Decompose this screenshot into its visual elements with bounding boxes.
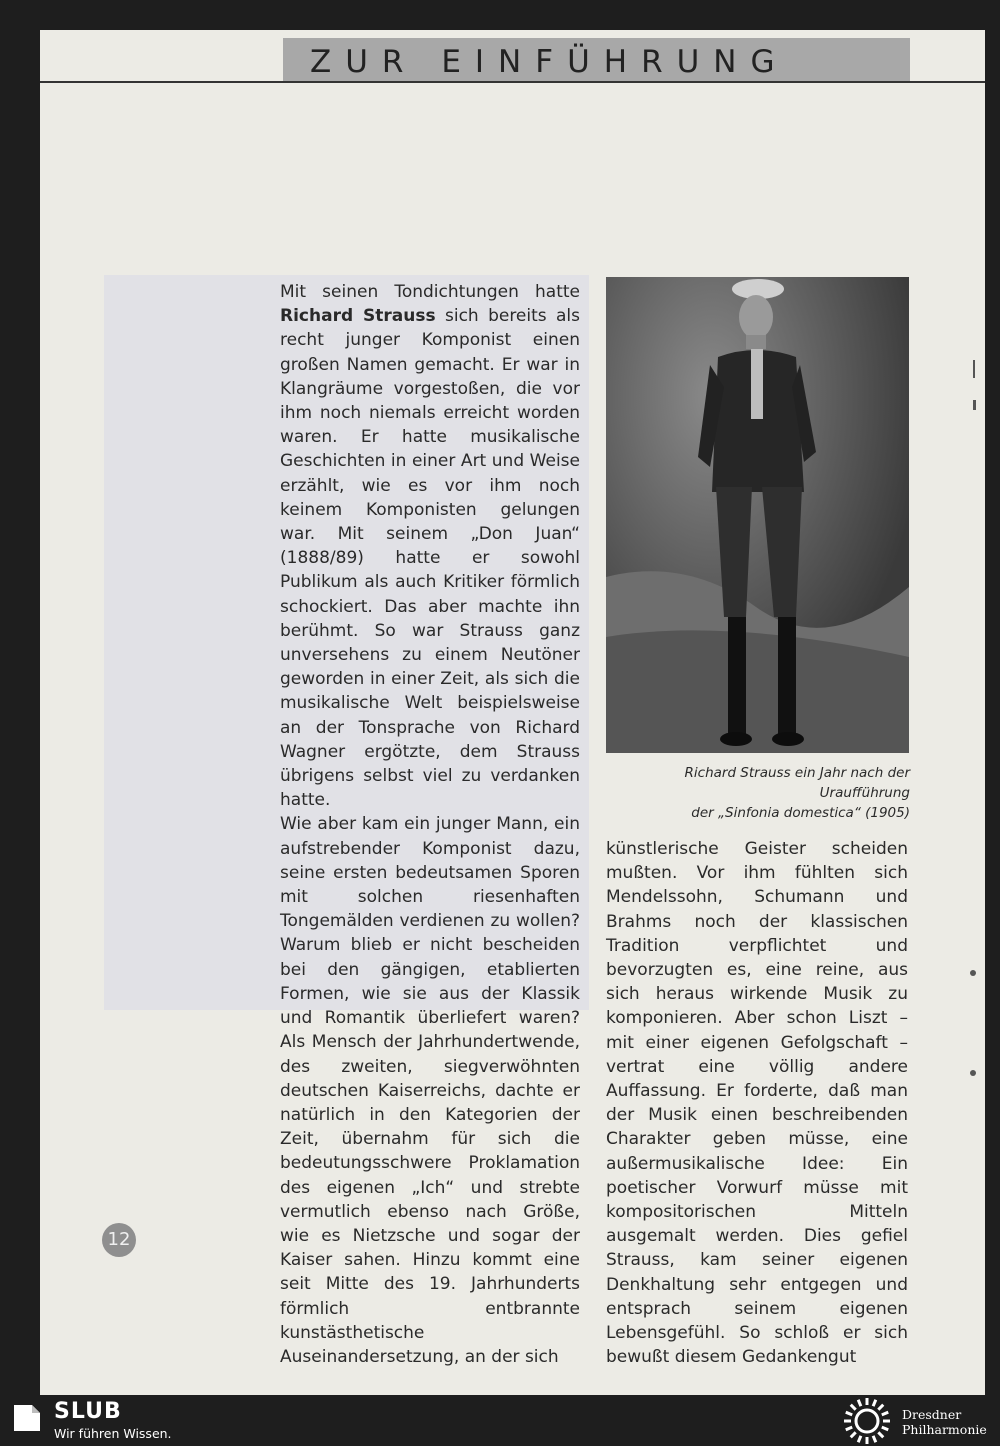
dresdner-philharmonie-name <box>902 1407 987 1437</box>
dp-name-line-1: Dresdner <box>902 1407 962 1422</box>
edge-mark <box>970 1070 976 1076</box>
dresdner-philharmonie-logo-icon <box>842 1397 892 1445</box>
section-title: ZUR EINFÜHRUNG <box>310 44 789 80</box>
article-paragraph-3: künstlerische Geister scheiden mußten. Vor ihm fühlten sich Mendelssohn, Schumann und Brahms noch der klassischen Tradition verpflichtet und bevorzugten es, eine reine, aus sich heraus wirkende Musik zu komponieren. Aber schon Liszt – mit einer eigenen Gefolgschaft – vertrat eine völlig andere Auffassung. Er forderte, daß man der Musik einen beschreibenden Charakter geben müsse, eine außermusikalische Idee: Ein poetischer Vorwurf müsse mit kompositorischen Mitteln ausgemalt werden. Dies gefiel Strauss, kam seiner eigenen Denkhaltung sehr entgegen und entsprach seinem eigenen Lebensgefühl. So schloß er sich bewußt diesem Gedankengut <box>606 839 908 1368</box>
photo-caption <box>600 763 910 823</box>
paragraph-rest: sich bereits als recht junger Komponist einen großen Namen gemacht. Er war in Klangräume vorgestoßen, die vor ihm noch niemals erreicht worden waren. Er hatte musikalische Geschichten in einer Art und Weise erzählt, wie es vor ihm noch keinem Komponisten gelungen war. Mit seinem „Don Juan“ (1888/89) hatte er sowohl Publikum als auch Kritiker förmlich schockiert. Das aber machte ihn berühmt. So war Strauss ganz unversehens zu einem Neutöner geworden in einer Zeit, als sich die musikalische Welt beispielsweise an der Tonsprache von Richard Wagner ergötzte, dem Strauss übrigens selbst viel zu verdanken hatte. <box>280 306 581 811</box>
edge-mark <box>973 400 976 410</box>
photo-illustration <box>606 277 909 753</box>
article-paragraph-2: Wie aber kam ein junger Mann, ein aufstrebender Komponist dazu, seine ersten bedeutsamen Sporen mit solchen riesenhaften Tongemälden verdienen zu wollen? Warum blieb er nicht bescheiden bei den gängigen, etablierten Formen, wie sie aus der Klassik und Romantik überliefert waren? Als Mensch der Jahrhundertwende, des zweiten, siegverwöhnten deutschen Kaiserreichs, dachte er natürlich in den Kategorien der Zeit, übernahm für sich die bedeutungsschwere Proklamation des eigenen „Ich“ und strebte vermutlich ebenso nach Größe, wie es Nietzsche und sogar der Kaiser sahen. Hinzu kommt eine seit Mitte des 19. Jahrhunderts förmlich entbrannte kunstästhetische Auseinandersetzung, an der sich <box>280 814 580 1367</box>
document-page <box>40 30 985 1395</box>
header-rule <box>40 81 985 83</box>
edge-mark <box>970 970 976 976</box>
edge-mark <box>973 360 975 378</box>
page-number-badge: 12 <box>102 1223 136 1257</box>
paragraph-lead: Mit seinen Tondichtungen hatte <box>280 282 580 302</box>
slub-tagline: Wir führen Wissen. <box>54 1426 172 1441</box>
composer-name: Richard Strauss <box>280 306 436 327</box>
dp-name-line-2: Philharmonie <box>902 1422 987 1437</box>
slub-logo-icon <box>12 1403 42 1433</box>
article-left-column <box>280 280 580 1369</box>
article-paragraph-1 <box>280 280 580 812</box>
slub-title: SLUB <box>54 1399 122 1424</box>
photo-caption-line-1: Richard Strauss ein Jahr nach der Uraufführung <box>684 765 910 801</box>
article-right-column <box>606 837 908 1369</box>
composer-photo <box>606 277 909 753</box>
footer-bar <box>0 1395 1000 1446</box>
photo-caption-line-2: der „Sinfonia domestica“ (1905) <box>691 805 910 821</box>
